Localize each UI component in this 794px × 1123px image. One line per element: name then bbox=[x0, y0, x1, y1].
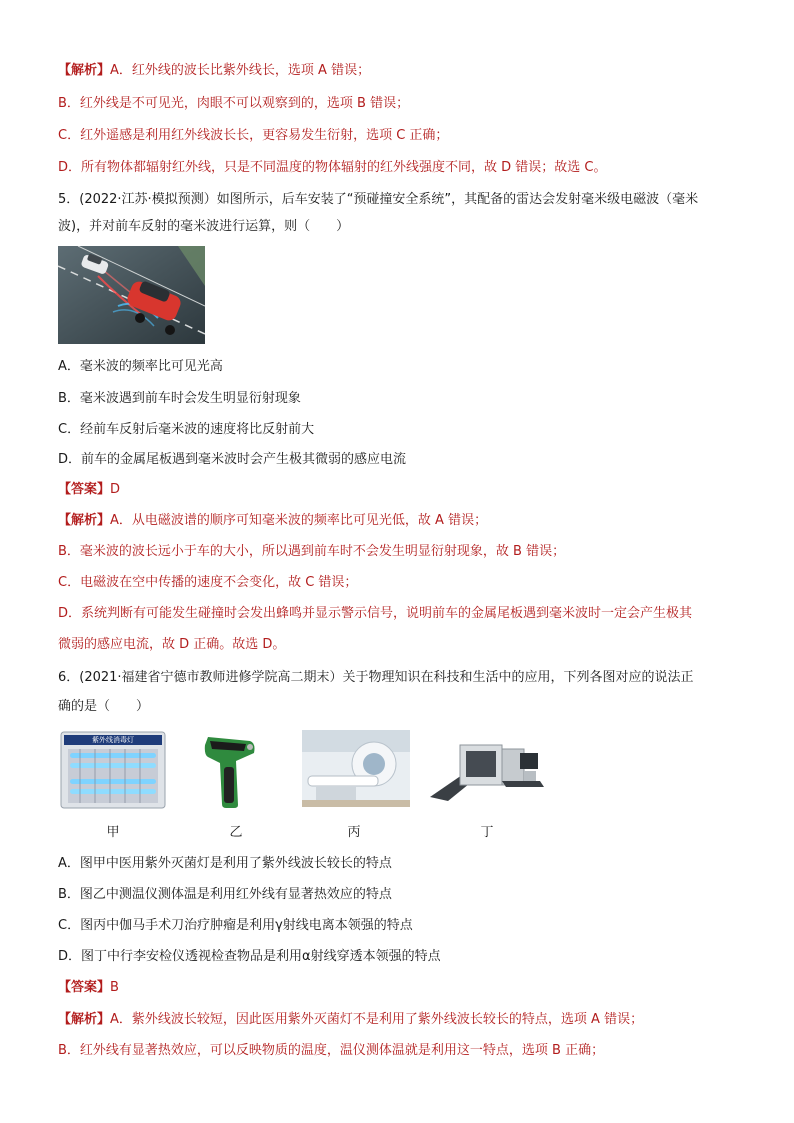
q6-option-c: C．图丙中伽马手术刀治疗肿瘤是利用γ射线电离本领强的特点 bbox=[58, 918, 413, 933]
caption-yi: 乙 bbox=[229, 825, 243, 840]
q5-answer: 【答案】D bbox=[58, 482, 121, 497]
q6-analysis-line-2: B．红外线有显著热效应，可以反映物质的温度，温仪测体温就是利用这一特点，选项 B 正确； bbox=[58, 1043, 605, 1058]
q4-analysis-line-4: D．所有物体都辐射红外线，只是不同温度的物体辐射的红外线强度不同，故 D 错误；故选 C。 bbox=[58, 160, 607, 175]
q5-stem-line-1: 5．(2022·江苏·模拟预测）如图所示，后车安装了“预碰撞安全系统”，其配备的雷达会发射毫米级电磁波（毫米 bbox=[58, 192, 699, 207]
q4-analysis-line-3: C．红外遥感是利用红外线波长长，更容易发生衍射，选项 C 正确； bbox=[58, 128, 449, 143]
q6-option-b: B．图乙中测温仪测体温是利用红外线有显著热效应的特点 bbox=[58, 887, 392, 902]
q6-option-a: A．图甲中医用紫外灭菌灯是利用了紫外线波长较长的特点 bbox=[58, 856, 392, 871]
gamma-knife-image bbox=[302, 730, 410, 807]
uv-sterilizer-lamp-image bbox=[60, 731, 166, 809]
q6-option-d: D．图丁中行李安检仪透视检查物品是利用α射线穿透本领强的特点 bbox=[58, 949, 441, 964]
q5-analysis-line-4: D．系统判断有可能发生碰撞时会发出蜂鸣并显示警示信号，说明前车的金属尾板遇到毫米波时一定会产生极其 bbox=[58, 606, 693, 621]
infrared-thermometer-image bbox=[200, 731, 260, 809]
xray-scanner-image bbox=[430, 731, 544, 809]
radar-car-illustration bbox=[58, 246, 205, 344]
caption-bing: 丙 bbox=[347, 825, 361, 840]
q5-option-c: C．经前车反射后毫米波的速度将比反射前大 bbox=[58, 422, 315, 437]
q4-analysis-line-1: 【解析】A．红外线的波长比紫外线长，选项 A 错误； bbox=[58, 63, 371, 78]
q6-analysis-line-1: 【解析】A．紫外线波长较短，因此医用紫外灭菌灯不是利用了紫外线波长较长的特点，选项 A 错误； bbox=[58, 1012, 644, 1027]
q5-analysis-line-1: 【解析】A．从电磁波谱的顺序可知毫米波的频率比可见光低，故 A 错误； bbox=[58, 513, 488, 528]
q6-stem-line-2: 确的是（ ） bbox=[58, 699, 150, 714]
q5-option-b: B．毫米波遇到前车时会发生明显衍射现象 bbox=[58, 391, 301, 406]
q5-stem-line-2: 波)，并对前车反射的毫米波进行运算，则（ ） bbox=[58, 219, 350, 234]
q5-option-a: A．毫米波的频率比可见光高 bbox=[58, 359, 223, 374]
caption-ding: 丁 bbox=[480, 825, 494, 840]
caption-jia: 甲 bbox=[106, 825, 120, 840]
analysis-tag: 【解析】 bbox=[58, 1012, 111, 1027]
q5-analysis-line-3: C．电磁波在空中传播的速度不会变化，故 C 错误； bbox=[58, 575, 358, 590]
q6-stem-line-1: 6．(2021·福建省宁德市教师进修学院高二期末）关于物理知识在科技和生活中的应用，下列各图对应的说法正 bbox=[58, 670, 694, 685]
q5-analysis-line-5: 微弱的感应电流，故 D 正确。故选 D。 bbox=[58, 637, 286, 652]
q6-answer: 【答案】B bbox=[58, 980, 119, 995]
q5-option-d: D．前车的金属尾板遇到毫米波时会产生极其微弱的感应电流 bbox=[58, 452, 407, 467]
answer-tag: 【答案】 bbox=[58, 980, 111, 995]
q5-radar-car-image bbox=[58, 246, 205, 344]
answer-tag: 【答案】 bbox=[58, 482, 111, 497]
q5-analysis-line-2: B．毫米波的波长远小于车的大小，所以遇到前车时不会发生明显衍射现象，故 B 错误； bbox=[58, 544, 566, 559]
q4-analysis-line-2: B．红外线是不可见光，肉眼不可以观察到的，选项 B 错误； bbox=[58, 96, 410, 111]
analysis-tag: 【解析】 bbox=[58, 513, 111, 528]
lamp-plate-text: 紫外线消毒灯 bbox=[92, 736, 134, 744]
analysis-tag: 【解析】 bbox=[58, 63, 111, 78]
